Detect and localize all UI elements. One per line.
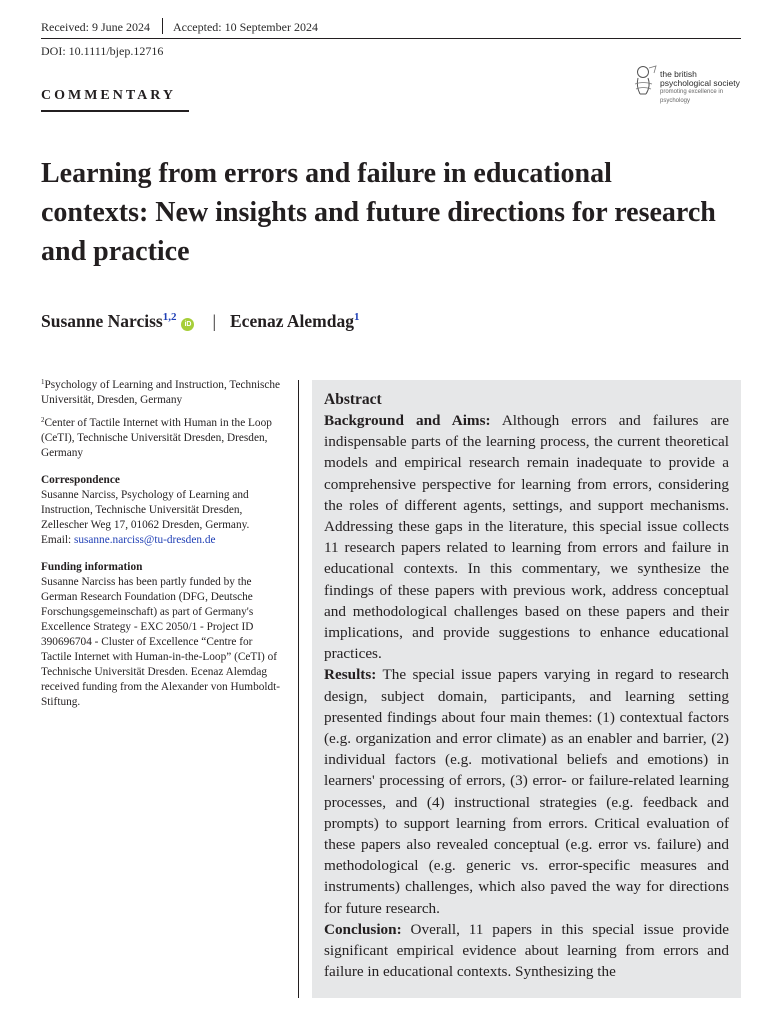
author-list — [41, 311, 359, 332]
logo-tagline: promoting excellence in psychology — [660, 89, 724, 104]
author-affil-2[interactable]: 1 — [353, 311, 360, 323]
abstract-label: Background and Aims: — [324, 412, 491, 429]
abstract-box — [312, 380, 741, 998]
article-title: Learning from errors and failure in educational contexts: New insights and future directions for research and practice — [41, 158, 716, 267]
email-label: Email: — [41, 534, 72, 546]
abstract-conclusion — [324, 919, 729, 983]
funding-heading: Funding information — [41, 561, 143, 573]
affiliation-num: 1 — [41, 378, 45, 386]
logo-line2: psychological society — [660, 78, 740, 88]
abstract-label: Conclusion: — [324, 920, 402, 938]
correspondence-text — [41, 488, 281, 548]
received-date: Received: 9 June 2024 — [41, 20, 150, 34]
abstract-text: Overall, 11 papers in this special issue provide significant empirical evidence about learning from errors and failure in educational contexts. Synthesizing the — [324, 920, 730, 981]
column-divider — [298, 380, 299, 998]
doi-link[interactable]: DOI: 10.1111/bjep.12716 — [41, 44, 164, 58]
affiliation-1 — [41, 378, 281, 408]
section-label: COMMENTARY — [41, 88, 177, 103]
funding-text: Susanne Narciss has been partly funded by the German Research Foundation (DFG, Deutsche Forschungsgemeinschaft) as part of Germany's Excellence Strategy - EXC 2050/1 - Project ID 390696704 - Cluster of Excellence “Centre for Tactile Internet with Human-in-the-Loop” (CeTI) of Technische Universität Dresden. Ecenaz Alemdag received funding from the Alexander von Humboldt-Stiftung. — [41, 576, 281, 708]
bps-logo — [632, 64, 747, 104]
logo-line1: the british — [660, 69, 697, 79]
abstract-text: The special issue papers varying in regard to research design, subject domain, participants, and learning setting presented findings about four main themes: (1) contextual factors (e.g. organization and error climate) as an enabler and barrier, (2) individual factors (e.g. motivational beliefs and emotions) in learners' processing of errors, (3) error- or failure-related learning processes, and (4) instructional strategies (e.g. feedback and prompts) to support learning from errors. Critical evaluation of these papers also revealed conceptual (e.g. error vs. failure) and methodological (e.g. generic vs. error-specific measures and instruments) challenges, which also paved the way for directions for future research. — [324, 666, 729, 917]
abstract-label: Results: — [324, 666, 377, 684]
author-divider: | — [212, 311, 216, 331]
email-link[interactable]: susanne.narciss@tu-dresden.de — [73, 534, 216, 546]
affiliation-num: 2 — [41, 416, 45, 424]
abstract-background — [324, 410, 729, 664]
affiliation-text: Center of Tactile Internet with Human in the Loop (CeTI), Technische Universität Dresden, Dresden, Germany — [41, 417, 272, 459]
bps-logo-icon — [632, 64, 658, 98]
orcid-icon[interactable]: iD — [181, 318, 194, 331]
abstract-body — [324, 410, 729, 982]
author-name-2[interactable]: Ecenaz Alemdag — [230, 311, 354, 331]
bps-logo-text — [660, 70, 747, 106]
article-sidebar — [41, 378, 281, 718]
header-rule — [41, 38, 741, 39]
affiliation-text: Psychology of Learning and Instruction, Technische Universität, Dresden, Germany — [41, 379, 281, 406]
author-name-1[interactable]: Susanne Narciss — [41, 311, 163, 331]
abstract-text: Although errors and failures are indispensable parts of the learning process, the current theoretical models and empirical research remain inadequate to provide a comprehensive perspective for learning from errors, considering the roles of different agents, settings, and support mechanisms. Addressing these gaps in the literature, this special issue collects 11 research papers related to learning from errors and failure in educational contexts. In this commentary, we synthesize the findings of these papers with previous work, address conceptual and methodological challenges based on these papers and their implications, and provide suggestions to enhance educational practices. — [324, 412, 729, 663]
meta-divider — [162, 18, 163, 34]
accepted-date: Accepted: 10 September 2024 — [172, 20, 318, 34]
abstract-results — [324, 664, 729, 918]
affiliation-2 — [41, 416, 281, 461]
correspondence-heading: Correspondence — [41, 474, 120, 486]
publication-dates — [41, 18, 318, 35]
correspondence-address: Susanne Narciss, Psychology of Learning and Instruction, Technische Universität Dresden, Zellescher Weg 17, 01062 Dresden, Germany. — [41, 489, 250, 531]
author-affil-1[interactable]: 1,2 — [162, 311, 177, 323]
abstract-heading: Abstract — [324, 391, 382, 408]
section-underline — [41, 110, 189, 112]
